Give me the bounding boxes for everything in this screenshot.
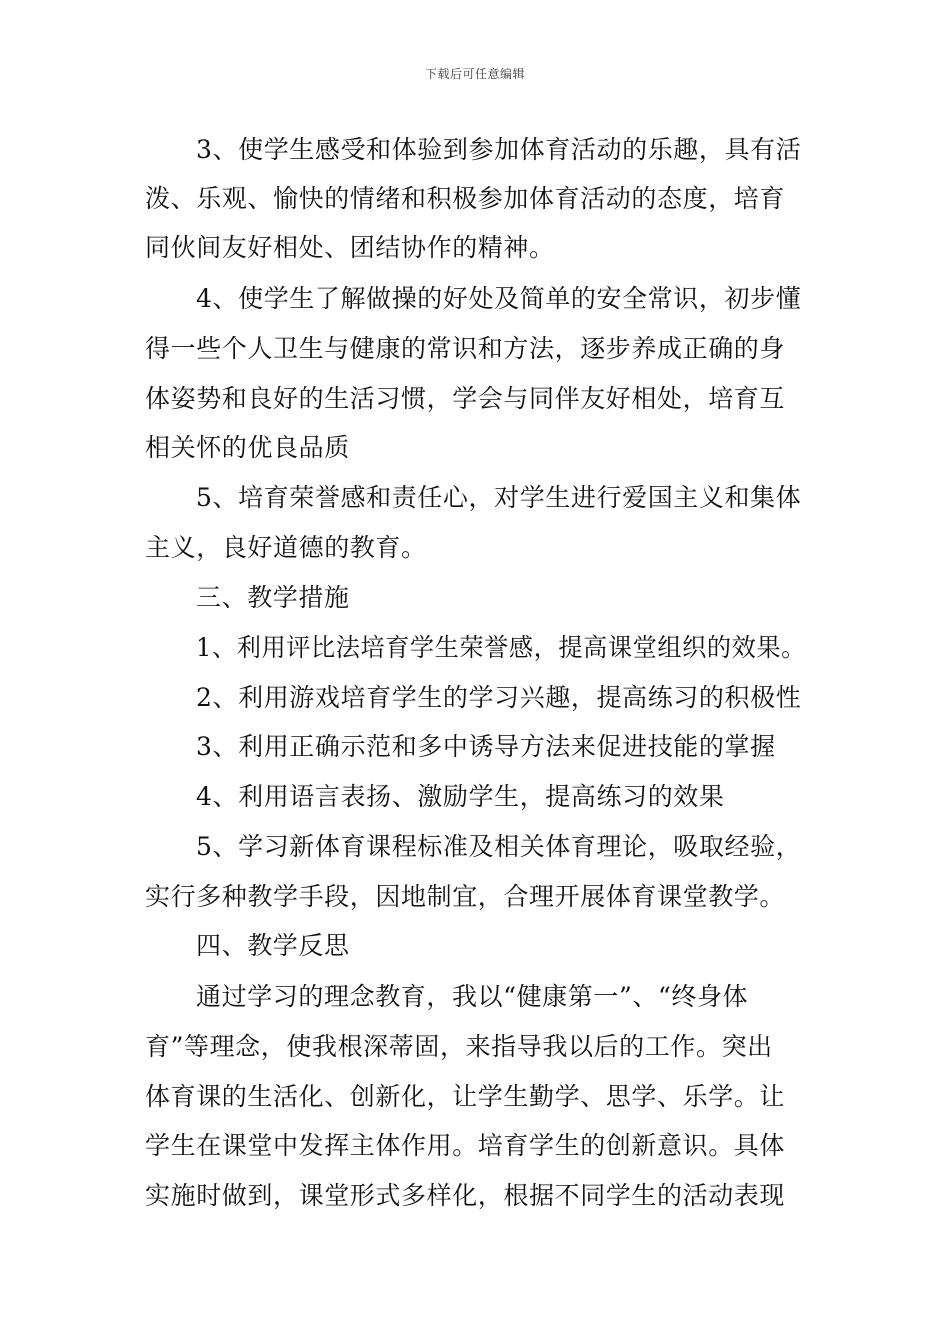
text-line: 体育课的生活化、创新化，让学生勤学、思学、乐学。让 xyxy=(145,1082,786,1111)
text-line: 泼、乐观、愉快的情绪和积极参加体育活动的态度，培育 xyxy=(145,184,786,213)
text-line: 实施时做到，课堂形式多样化，根据不同学生的活动表现 xyxy=(145,1181,786,1210)
text-line: 实行多种教学手段，因地制宜，合理开展体育课堂教学。 xyxy=(145,882,786,911)
text-line: 4、使学生了解做操的好处及简单的安全常识，初步懂 xyxy=(196,284,802,313)
section-heading: 四、教学反思 xyxy=(196,931,350,960)
text-line: 1、利用评比法培育学生荣誉感，提高课堂组织的效果。 xyxy=(196,633,806,662)
text-line: 3、使学生感受和体验到参加体育活动的乐趣，具有活 xyxy=(196,135,802,164)
text-line: 得一些个人卫生与健康的常识和方法，逐步养成正确的身 xyxy=(145,334,786,363)
text-line: 通过学习的理念教育，我以“健康第一”、“终身体 xyxy=(196,982,749,1011)
page-header: 下载后可任意编辑 xyxy=(424,67,525,81)
text-line: 5、学习新体育课程标准及相关体育理论，吸取经验， xyxy=(196,832,802,861)
text-line: 育”等理念，使我根深蒂固，来指导我以后的工作。突出 xyxy=(145,1032,773,1061)
text-line: 体姿势和良好的生活习惯，学会与同伴友好相处，培育互 xyxy=(145,384,786,413)
text-line: 相关怀的优良品质 xyxy=(145,433,350,462)
text-line: 学生在课堂中发挥主体作用。培育学生的创新意识。具体 xyxy=(145,1131,786,1160)
text-line: 主义，良好道德的教育。 xyxy=(145,533,427,562)
text-line: 4、利用语言表扬、激励学生，提高练习的效果 xyxy=(196,782,725,811)
text-line: 5、培育荣誉感和责任心，对学生进行爱国主义和集体 xyxy=(196,483,802,512)
text-line: 同伙间友好相处、团结协作的精神。 xyxy=(145,233,555,262)
text-line: 2、利用游戏培育学生的学习兴趣，提高练习的积极性 xyxy=(196,683,802,712)
section-heading: 三、教学措施 xyxy=(196,583,350,612)
text-line: 3、利用正确示范和多中诱导方法来促进技能的掌握 xyxy=(196,732,776,761)
